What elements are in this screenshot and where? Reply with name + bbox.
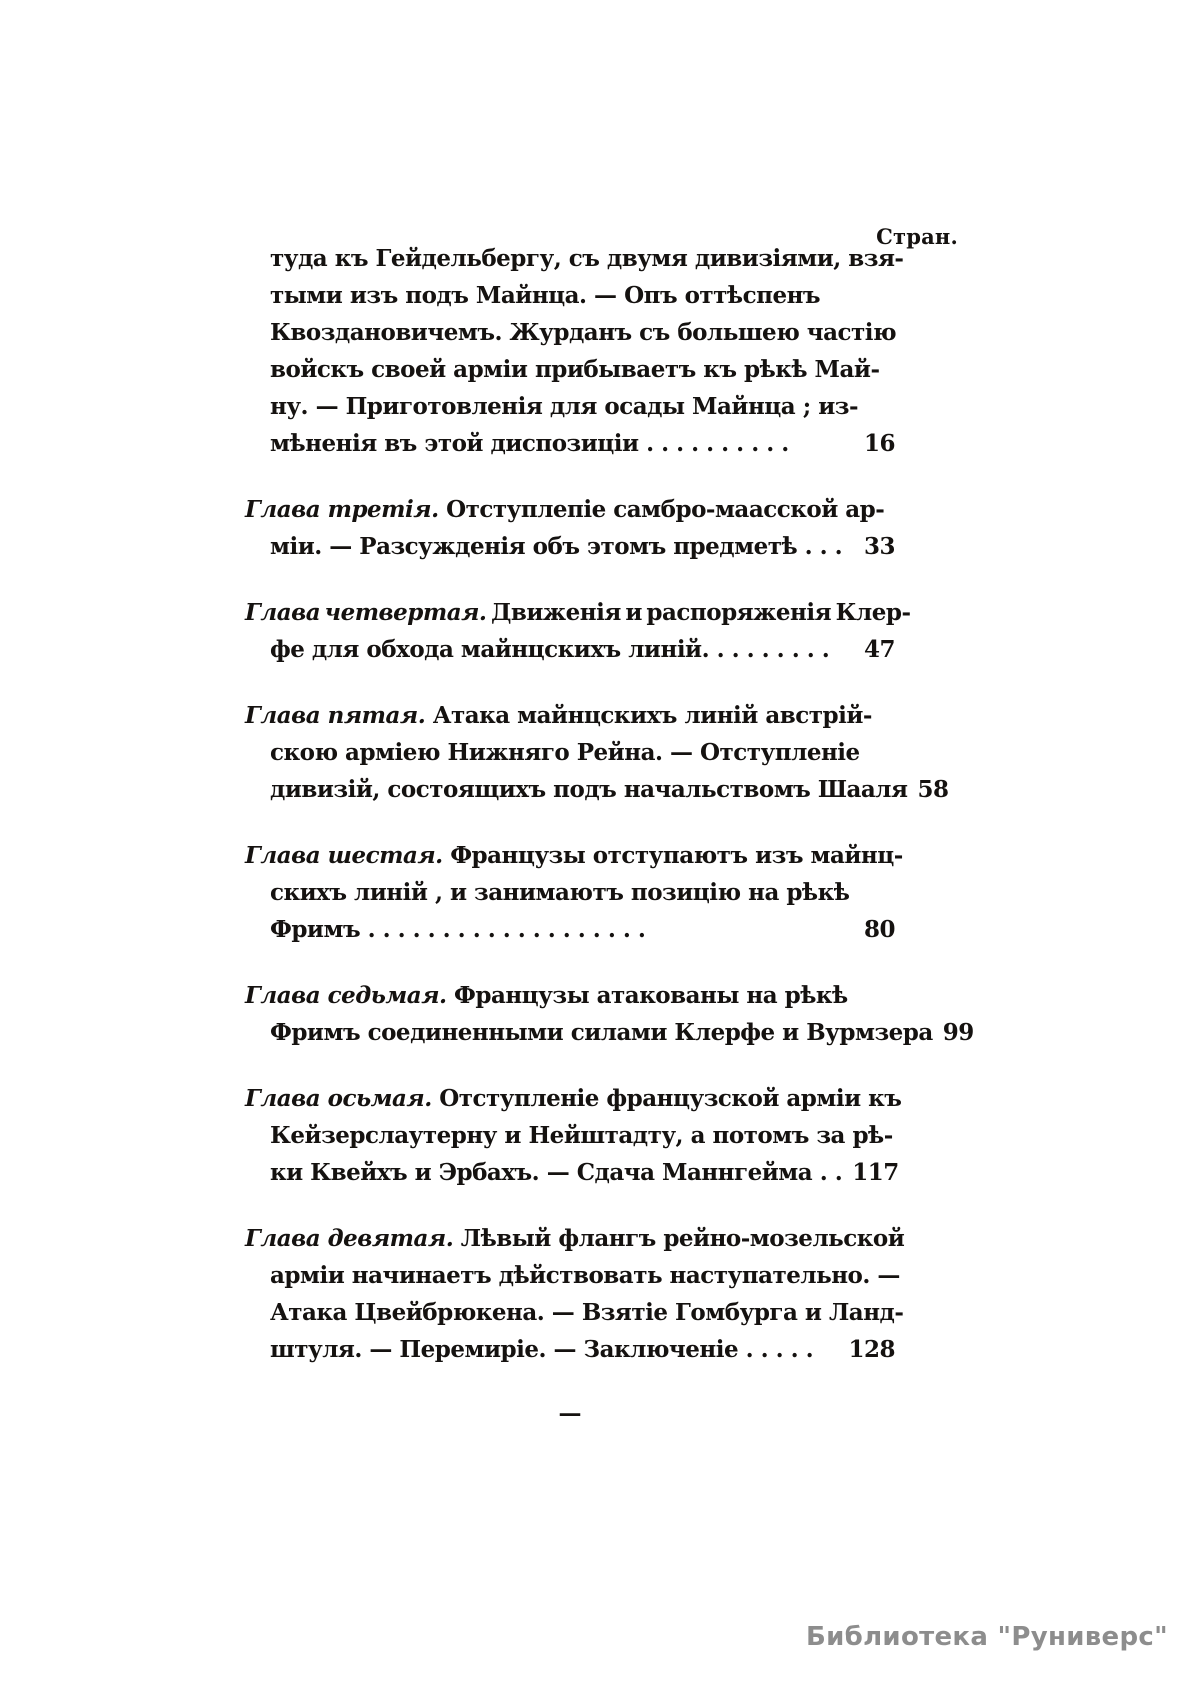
toc-line-text: міи. — Разсужденія объ этомъ предметѣ . . . (270, 533, 843, 560)
page-number: 47 (863, 636, 895, 663)
chapter-label: Глава четвертая. (245, 599, 487, 626)
toc-line-last (270, 425, 895, 462)
toc-entry (245, 837, 903, 948)
toc-entry (245, 594, 911, 668)
table-of-contents (245, 240, 974, 1427)
toc-entry (245, 977, 974, 1051)
toc-line: войскъ своей арміи прибываетъ къ рѣкѣ Май- (270, 356, 880, 383)
toc-line: скихъ линій , и занимаютъ позицію на рѣкѣ (270, 879, 850, 906)
toc-line-last (270, 631, 895, 668)
toc-entry (245, 491, 895, 565)
page-number: 33 (863, 533, 895, 560)
toc-line-last (270, 1331, 895, 1368)
chapter-label: Глава пятая. (245, 702, 426, 729)
chapter-label: Глава третія. (245, 496, 439, 523)
toc-line-text: штуля. — Перемиріе. — Заключеніе . . . . . (270, 1336, 814, 1363)
toc-line: Квоздановичемъ. Журданъ съ большею частію (270, 319, 897, 346)
toc-line: Глава пятая. Атака майнцскихъ линій австрій- (245, 702, 872, 729)
toc-line: Глава шестая. Французы отступаютъ изъ майнц- (245, 842, 903, 869)
toc-line: Глава седьмая. Французы атакованы на рѣкѣ (245, 982, 848, 1009)
end-separator: — (558, 1400, 582, 1427)
toc-entry (245, 1080, 902, 1191)
toc-line: Атака Цвейбрюкена. — Взятіе Гомбурга и Ланд- (270, 1299, 904, 1326)
toc-line-last (270, 771, 949, 808)
toc-line: туда къ Гейдельбергу, съ двумя дивизіями, взя- (270, 245, 904, 272)
toc-entries (245, 240, 974, 1368)
toc-line-text: мѣненія въ этой диспозиціи . . . . . . . . . . (270, 430, 789, 457)
toc-line-text: Фримъ соединенными силами Клерфе и Вурмзера (270, 1019, 933, 1046)
toc-line-text: фе для обхода майнцскихъ линій. . . . . . . . . (270, 636, 830, 663)
chapter-label: Глава девятая. (245, 1225, 454, 1252)
toc-line: Глава четвертая. Движенія и распоряженія Клер- (245, 599, 911, 626)
chapter-label: Глава шестая. (245, 842, 443, 869)
page-number: 80 (863, 916, 895, 943)
toc-line: арміи начинаетъ дѣйствовать наступательно. — (270, 1262, 900, 1289)
toc-line: тыми изъ подъ Майнца. — Опъ оттѣспенъ (270, 282, 821, 309)
toc-line-last (270, 1014, 974, 1051)
toc-line: ну. — Приготовленія для осады Майнца ; из- (270, 393, 858, 420)
toc-entry (245, 697, 949, 808)
chapter-label: Глава осьмая. (245, 1085, 432, 1112)
toc-line-text: ки Квейхъ и Эрбахъ. — Сдача Маннгейма . . (270, 1159, 843, 1186)
page-number: 117 (852, 1159, 899, 1186)
toc-line: скою арміею Нижняго Рейна. — Отступленіе (270, 739, 860, 766)
page-number: 99 (942, 1019, 974, 1046)
toc-line-text: Фримъ . . . . . . . . . . . . . . . . . . . (270, 916, 646, 943)
page-number: 58 (917, 776, 949, 803)
toc-line-text: дивизій, состоящихъ подъ начальствомъ Шааля (270, 776, 908, 803)
page-column-header: Стран. (876, 224, 958, 249)
toc-entry (245, 1220, 905, 1368)
toc-line-last (270, 911, 895, 948)
toc-line-last (270, 528, 895, 565)
page-number: 128 (848, 1336, 895, 1363)
chapter-label: Глава седьмая. (245, 982, 447, 1009)
toc-line-last (270, 1154, 899, 1191)
library-watermark: Библиотека "Руниверс" (806, 1622, 1168, 1652)
toc-entry (245, 240, 904, 462)
toc-line: Кейзерслаутерну и Нейштадту, а потомъ за рѣ- (270, 1122, 893, 1149)
toc-line: Глава осьмая. Отступленіе французской арміи къ (245, 1085, 902, 1112)
toc-line: Глава девятая. Лѣвый флангъ рейно-мозельской (245, 1225, 905, 1252)
page-number: 16 (863, 430, 895, 457)
toc-line: Глава третія. Отступлепіе самбро-маасской ар- (245, 496, 885, 523)
